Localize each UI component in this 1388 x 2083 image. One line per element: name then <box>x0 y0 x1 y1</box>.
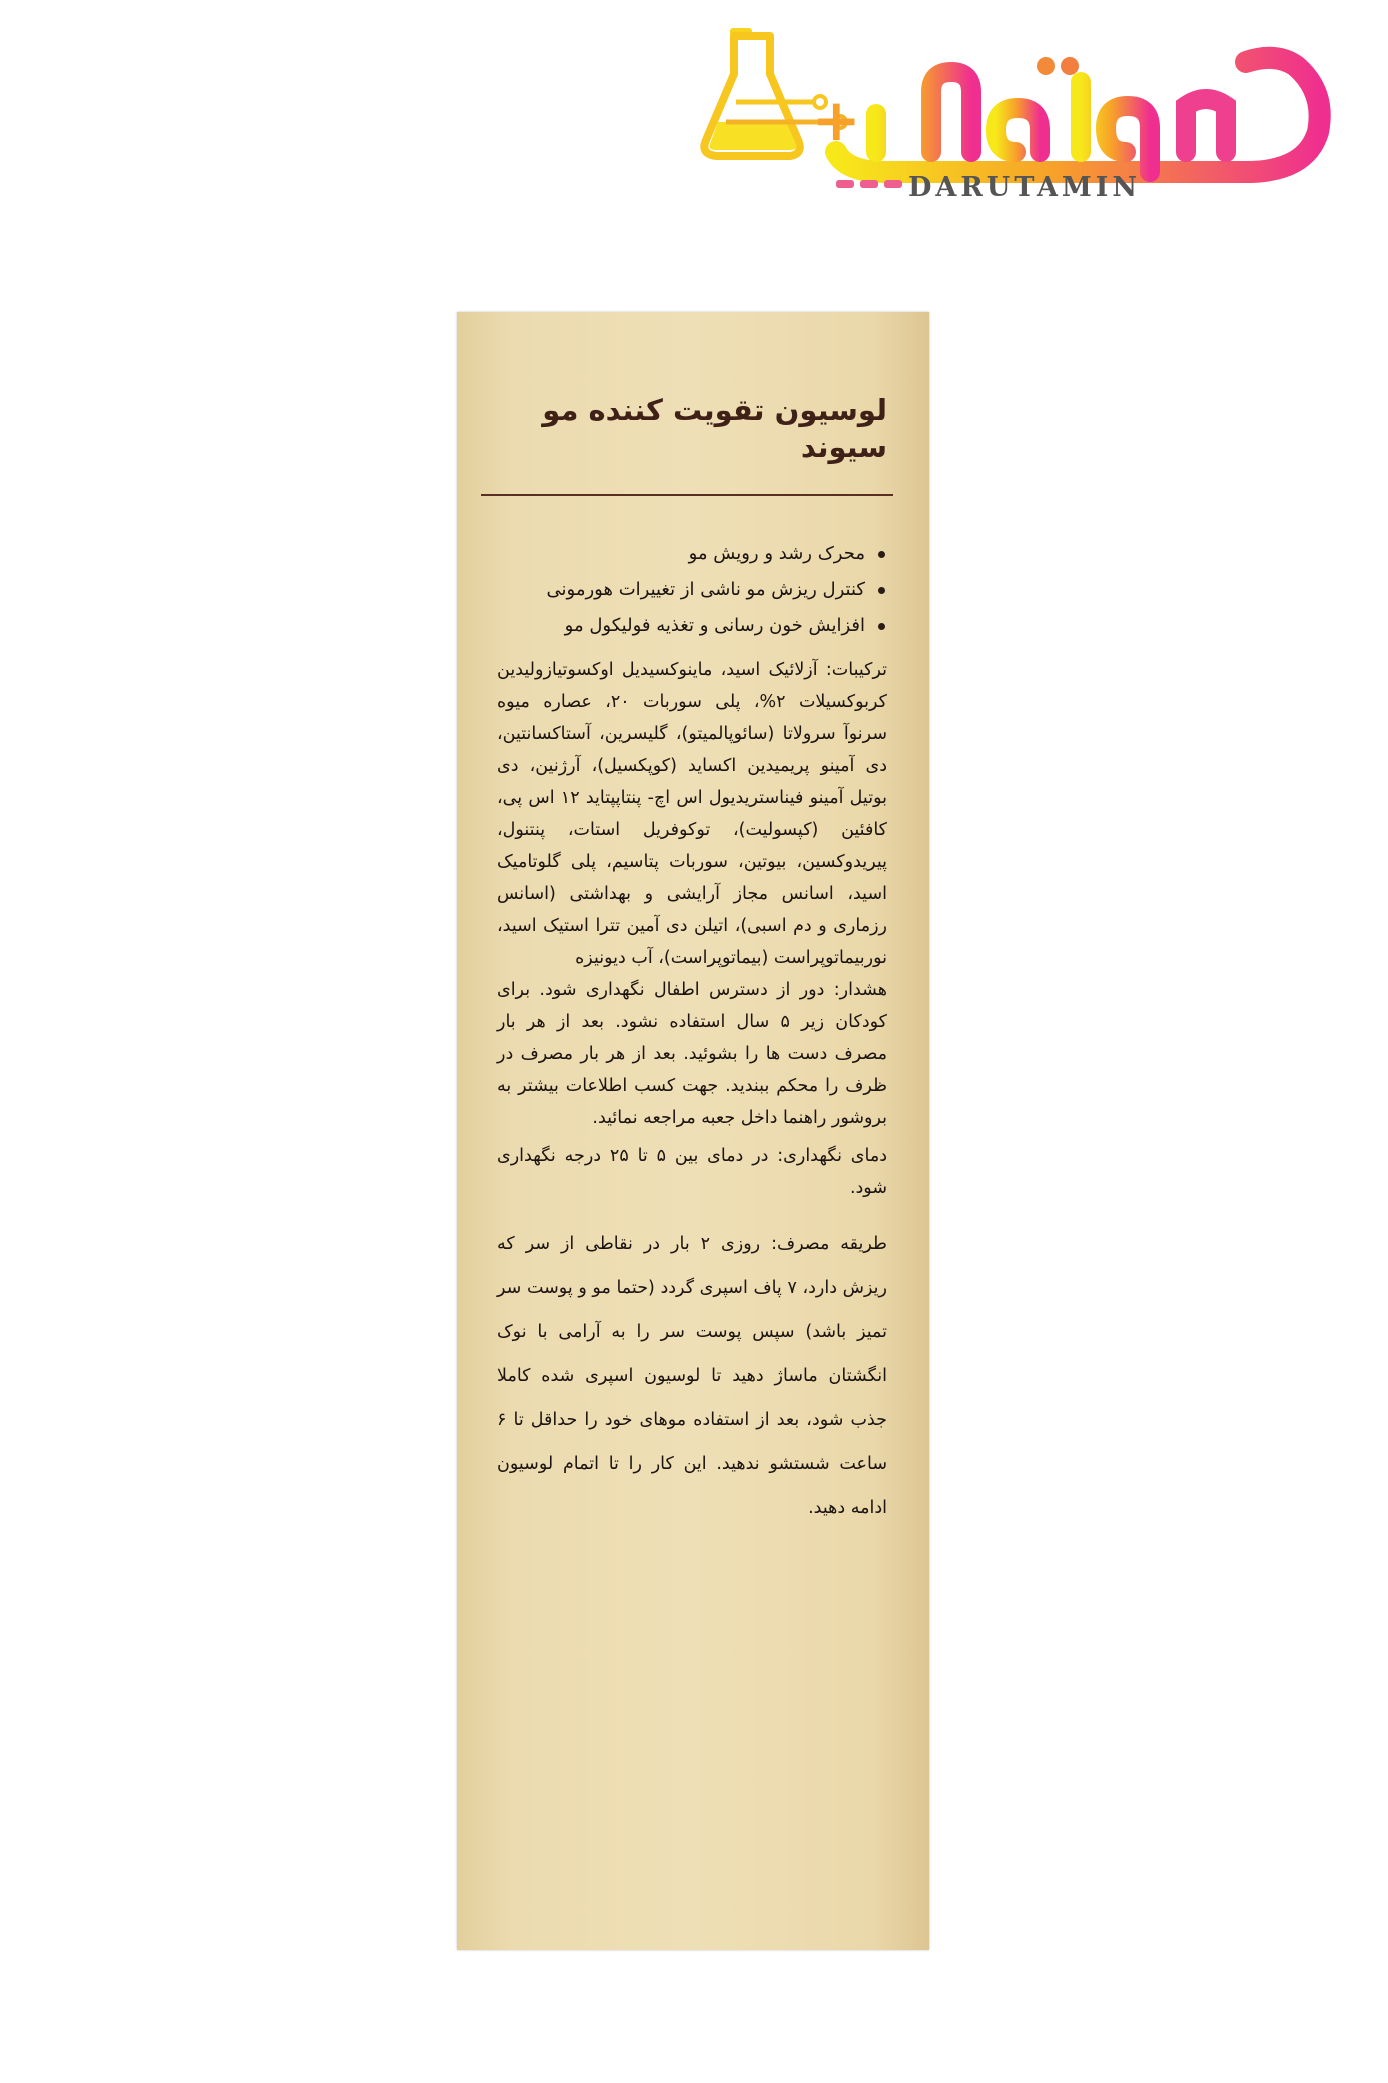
feature-list <box>497 538 887 642</box>
product-box-side-panel <box>457 312 929 1950</box>
bullet-dot-icon <box>878 623 885 630</box>
product-title-line1: لوسیون تقویت کننده مو <box>542 393 887 427</box>
usage-text: طریقه مصرف: روزی ۲ بار در نقاطی از سر که ریزش دارد، ۷ پاف اسپری گردد (حتما مو و پوست سر تمیز باشد) سپس پوست سر را به آرامی با نوک انگشتان ماساژ دهید تا لوسیون اسپری شده کاملا جذب شود، بعد از استفاده موهای خود را حداقل تا ۶ ساعت شستشو ندهید. این کار را تا اتمام لوسیون ادامه دهید. <box>497 1234 887 1518</box>
product-title-line2: سیوند <box>800 430 887 464</box>
warning-text: هشدار: دور از دسترس اطفال نگهداری شود. برای کودکان زیر ۵ سال استفاده نشود. بعد از هر بار مصرف دست ها را بشوئید. بعد از هر بار مصرف در ظرف را محکم ببندید. جهت کسب اطلاعات بیشتر به بروشور راهنما داخل جعبه مراجعه نمائید. <box>497 980 887 1128</box>
feature-item: محرک رشد و رویش مو <box>497 538 887 570</box>
brand-logo[interactable] <box>686 22 1350 212</box>
flask-icon <box>704 28 860 156</box>
ingredients-text: ترکیبات: آزلائیک اسید، ماینوکسیدیل اوکسوتیازولیدین کربوکسیلات ۲%، پلی سوربات ۲۰، عصاره میوه سرنوآ سرولاتا (سائوپالمیتو)، گلیسرین، آستاکسانتین، دی آمینو پریمیدین اکساید (کوپکسیل)، آرژنین، دی بوتیل آمینو فیناستریدیول اس اچ- پنتاپپتاید ۱۲ اس پی، کافئین (کپسولیت)، توکوفریل استات، پنتنول، پیریدوکسین، بیوتین، سوربات پتاسیم، پلی گلوتامیک اسید، اسانس مجاز آرایشی و بهداشتی (اسانس رزماری و دم اسبی)، اتیلن دی آمین تترا استیک اسید، نوربیماتوپراست (بیماتوپراست)، آب دیونیزه <box>497 660 887 968</box>
logo-latin-text: DARUTAMIN <box>908 172 1142 203</box>
feature-item: افزایش خون رسانی و تغذیه فولیکول مو <box>497 610 887 642</box>
storage-text: دمای نگهداری: در دمای بین ۵ تا ۲۵ درجه نگهداری شود. <box>497 1146 887 1198</box>
box-content <box>497 392 887 1530</box>
svg-text:+: + <box>812 86 861 154</box>
feature-item: کنترل ریزش مو ناشی از تغییرات هورمونی <box>497 574 887 606</box>
title-divider <box>481 494 893 496</box>
bullet-dot-icon <box>878 587 885 594</box>
bullet-dot-icon <box>878 551 885 558</box>
product-title <box>497 392 887 466</box>
